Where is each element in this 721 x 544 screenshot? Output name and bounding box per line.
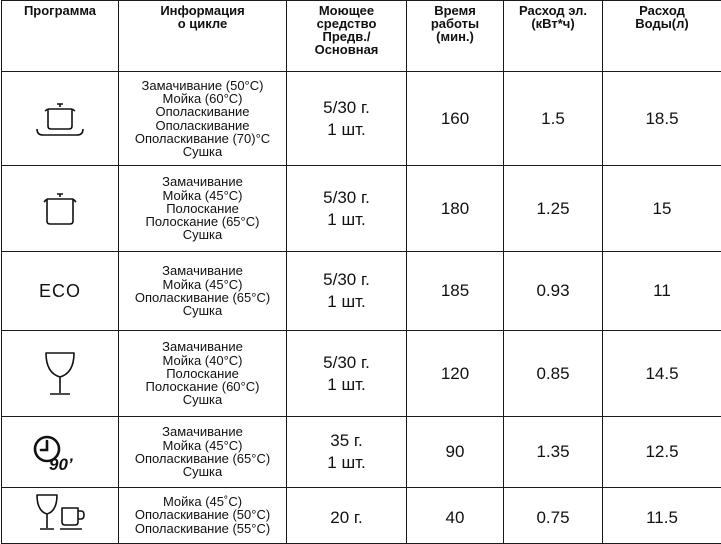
cycle-step: Ополаскивание (65°C) — [119, 291, 286, 304]
detergent-amount: 20 г. — [287, 488, 407, 544]
cycle-step: Полоскание (65°C) — [119, 215, 286, 228]
eco-label: ECO — [2, 252, 119, 331]
detergent-amount: 5/30 г. 1 шт. — [287, 166, 407, 252]
header-energy — [504, 1, 603, 72]
water-value: 11.5 — [603, 488, 721, 544]
duration-value: 120 — [407, 331, 504, 417]
cycle-step: Мойка (40°C) — [119, 354, 286, 367]
cycle-step: Замачивание (50°C) — [119, 79, 286, 92]
cycle-step: Сушка — [119, 465, 286, 478]
cycle-step: Сушка — [119, 304, 286, 317]
duration-value: 180 — [407, 166, 504, 252]
duration-value: 90 — [407, 417, 504, 488]
header-cycle-info-line: Информация — [119, 4, 286, 17]
energy-value: 0.85 — [504, 331, 603, 417]
cycle-step: Ополаскивание (65°C) — [119, 452, 286, 465]
clock-90-label: 90’ — [49, 455, 73, 472]
water-value: 15 — [603, 166, 721, 252]
header-detergent — [287, 1, 407, 72]
cycle-step: Сушка — [119, 145, 286, 158]
clock-90-icon — [33, 432, 87, 472]
cycle-step: Полоскание — [119, 202, 286, 215]
header-detergent-line: Основная — [287, 43, 406, 56]
cycle-step: Мойка (60°C) — [119, 92, 286, 105]
header-detergent-line: Предв./ — [287, 30, 406, 43]
cycle-step: Замачивание — [119, 340, 286, 353]
cycle-step: Полоскание (60°C) — [119, 380, 286, 393]
table-row — [2, 252, 721, 331]
cycle-step: Полоскание — [119, 367, 286, 380]
program-icon-cell — [2, 72, 119, 166]
cycle-step: Мойка (45˚C) — [119, 495, 286, 508]
water-value: 11 — [603, 252, 721, 331]
header-detergent-line: Моющее — [287, 4, 406, 17]
energy-value: 1.25 — [504, 166, 603, 252]
header-water-line: Воды(л) — [603, 17, 721, 30]
duration-value: 40 — [407, 488, 504, 544]
cycle-info — [119, 417, 287, 488]
cycle-step: Сушка — [119, 228, 286, 241]
header-duration-line: работы — [407, 17, 503, 30]
cycle-info — [119, 488, 287, 544]
glass-icon — [43, 350, 77, 398]
detergent-amount: 5/30 г. 1 шт. — [287, 331, 407, 417]
table-row — [2, 72, 721, 166]
cycle-step: Мойка (45°C) — [119, 278, 286, 291]
header-row — [2, 1, 721, 72]
cycle-step: Ополаскивание (70)°C — [119, 132, 286, 145]
glass-and-cup-icon — [34, 492, 86, 536]
program-icon-cell — [2, 417, 119, 488]
detergent-amount: 5/30 г. 1 шт. — [287, 252, 407, 331]
header-duration-line: (мин.) — [407, 30, 503, 43]
cycle-step: Мойка (45°C) — [119, 439, 286, 452]
energy-value: 0.75 — [504, 488, 603, 544]
intensive-pot-icon — [35, 98, 85, 140]
duration-value: 185 — [407, 252, 504, 331]
cycle-step: Замачивание — [119, 264, 286, 277]
header-duration-line: Время — [407, 4, 503, 17]
table-row — [2, 488, 721, 544]
header-energy-line: (кВт*ч) — [504, 17, 602, 30]
program-table — [1, 0, 721, 544]
header-cycle-info — [119, 1, 287, 72]
header-energy-line: Расход эл. — [504, 4, 602, 17]
header-duration — [407, 1, 504, 72]
header-program: Программа — [2, 1, 119, 72]
energy-value: 0.93 — [504, 252, 603, 331]
table-row — [2, 331, 721, 417]
cycle-step: Мойка (45°C) — [119, 189, 286, 202]
energy-value: 1.35 — [504, 417, 603, 488]
cycle-step: Ополаскивание — [119, 105, 286, 118]
water-value: 18.5 — [603, 72, 721, 166]
water-value: 14.5 — [603, 331, 721, 417]
cycle-info — [119, 252, 287, 331]
cycle-info — [119, 72, 287, 166]
cycle-info — [119, 166, 287, 252]
detergent-amount: 5/30 г. 1 шт. — [287, 72, 407, 166]
cycle-step: Замачивание — [119, 175, 286, 188]
header-cycle-info-line: о цикле — [119, 17, 286, 30]
cycle-step: Ополаскивание (55°C) — [119, 522, 286, 535]
normal-pot-icon — [40, 189, 80, 229]
energy-value: 1.5 — [504, 72, 603, 166]
cycle-step: Ополаскивание (50°C) — [119, 508, 286, 521]
duration-value: 160 — [407, 72, 504, 166]
cycle-step: Ополаскивание — [119, 119, 286, 132]
program-icon-cell — [2, 166, 119, 252]
cycle-step: Замачивание — [119, 425, 286, 438]
detergent-amount: 35 г. 1 шт. — [287, 417, 407, 488]
table-row — [2, 166, 721, 252]
table-row — [2, 417, 721, 488]
water-value: 12.5 — [603, 417, 721, 488]
program-icon-cell — [2, 331, 119, 417]
program-icon-cell — [2, 488, 119, 544]
header-detergent-line: средство — [287, 17, 406, 30]
header-water — [603, 1, 721, 72]
cycle-info — [119, 331, 287, 417]
cycle-step: Сушка — [119, 393, 286, 406]
header-water-line: Расход — [603, 4, 721, 17]
